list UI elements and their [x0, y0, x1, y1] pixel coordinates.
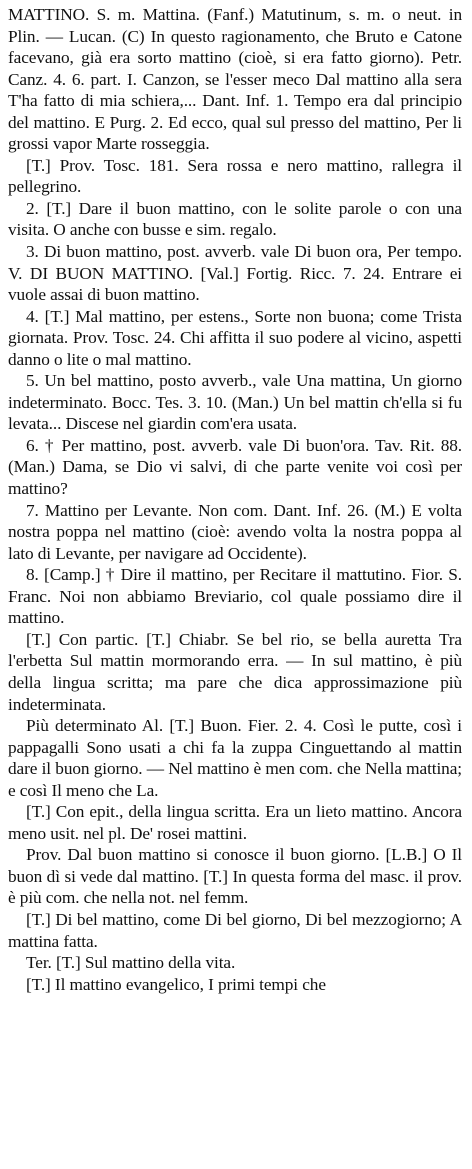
entry-ter: Ter. [T.] Sul mattino della vita.	[26, 953, 236, 973]
entry-mattino-evangelico: [T.] Il mattino evangelico, I primi tempi che	[26, 974, 326, 994]
entry-proverb: [T.] Prov. Tosc. 181. Sera rossa e nero mattino, rallegra il pellegrino.	[8, 155, 462, 197]
entry-sense-6: 6. † Per mattino, post. avverb. vale Di buon'ora. Tav. Rit. 88. (Man.) Dama, se Dio vi salvi, di che parte venite voi così per mattino?	[8, 435, 462, 499]
entry-con-epit: [T.] Con epit., della lingua scritta. Era un lieto mattino. Ancora meno usit. nel pl. De' rosei mattini.	[8, 802, 462, 843]
entry-sense-3: 3. Di buon mattino, post. avverb. vale Di buon ora, Per tempo. V. DI BUON MATTINO. [Val.] Fortig. Ricc. 7. 24. Entrare ei vuole assai di buon mattino.	[8, 242, 462, 305]
entry-sense-5: 5. Un bel mattino, posto avverb., vale Una mattina, Un giorno indeterminato. Bocc. Tes. 3. 10. (Man.) Un bel mattin ch'ella si fu levata... Discese nel giardin com'era usata.	[8, 371, 462, 434]
entry-con-partic: [T.] Con partic. [T.] Chiabr. Se bel rio, se bella auretta Tra l'erbetta Sul mattin mormorando erra. — In sul mattino, è più della lingua scritta; ma pare che dica approssimazione più indeterminata.	[8, 629, 462, 714]
entry-sense-2: 2. [T.] Dare il buon mattino, con le solite parole o con una visita. O anche con busse e sim. regalo.	[8, 198, 462, 240]
entry-piu-determinato: Più determinato Al. [T.] Buon. Fier. 2. 4. Così le putte, così i pappagalli Sono usati a chi fa la zuppa Cinguettando al mattin dare il buon giorno. — Nel mattino è men com. che Nella mattina; e così Il meno che La.	[8, 716, 462, 800]
entry-prov: Prov. Dal buon mattino si conosce il buon giorno. [L.B.] O Il buon dì si vede dal mattino. [T.] In questa forma del masc. il prov. è più com. che nella not. nel femm.	[8, 845, 462, 908]
entry-sense-8: 8. [Camp.] † Dire il mattino, per Recitare il mattutino. Fior. S. Franc. Noi non abbiamo Breviario, col quale possiamo dire il mattino.	[8, 565, 462, 628]
entry-headword: MATTINO. S. m. Mattina. (Fanf.) Matutinum, s. m. o neut. in Plin. — Lucan. (C) In questo ragionamento, che Bruto e Catone facevano, già era sorto mattino (cioè, si era fatto giorno). Petr. Canz. 4. 6. part. I. Canzon, se l'esser meco Dal mattino alla sera T'ha fatto di mia schiera,... Dant. Inf. 1. Tempo era dal principio del mattino. E Purg. 2. Ed ecco, qual sul presso del mattino, Per li grossi vapor Marte rosseggia.	[8, 5, 462, 154]
entry-sense-4: 4. [T.] Mal mattino, per estens., Sorte non buona; come Trista giornata. Prov. Tosc. 24. Chi affitta il suo podere al vicino, aspetti danno o lite o mal mattino.	[8, 306, 462, 369]
entry-sense-7: 7. Mattino per Levante. Non com. Dant. Inf. 26. (M.) E volta nostra poppa nel mattino (cioè: avendo volta la nostra poppa al lato di Levante, per navigare ad Occidente).	[8, 500, 462, 563]
entry-di-bel-mattino: [T.] Di bel mattino, come Di bel giorno, Di bel mezzogiorno; A mattina fatta.	[8, 909, 462, 951]
